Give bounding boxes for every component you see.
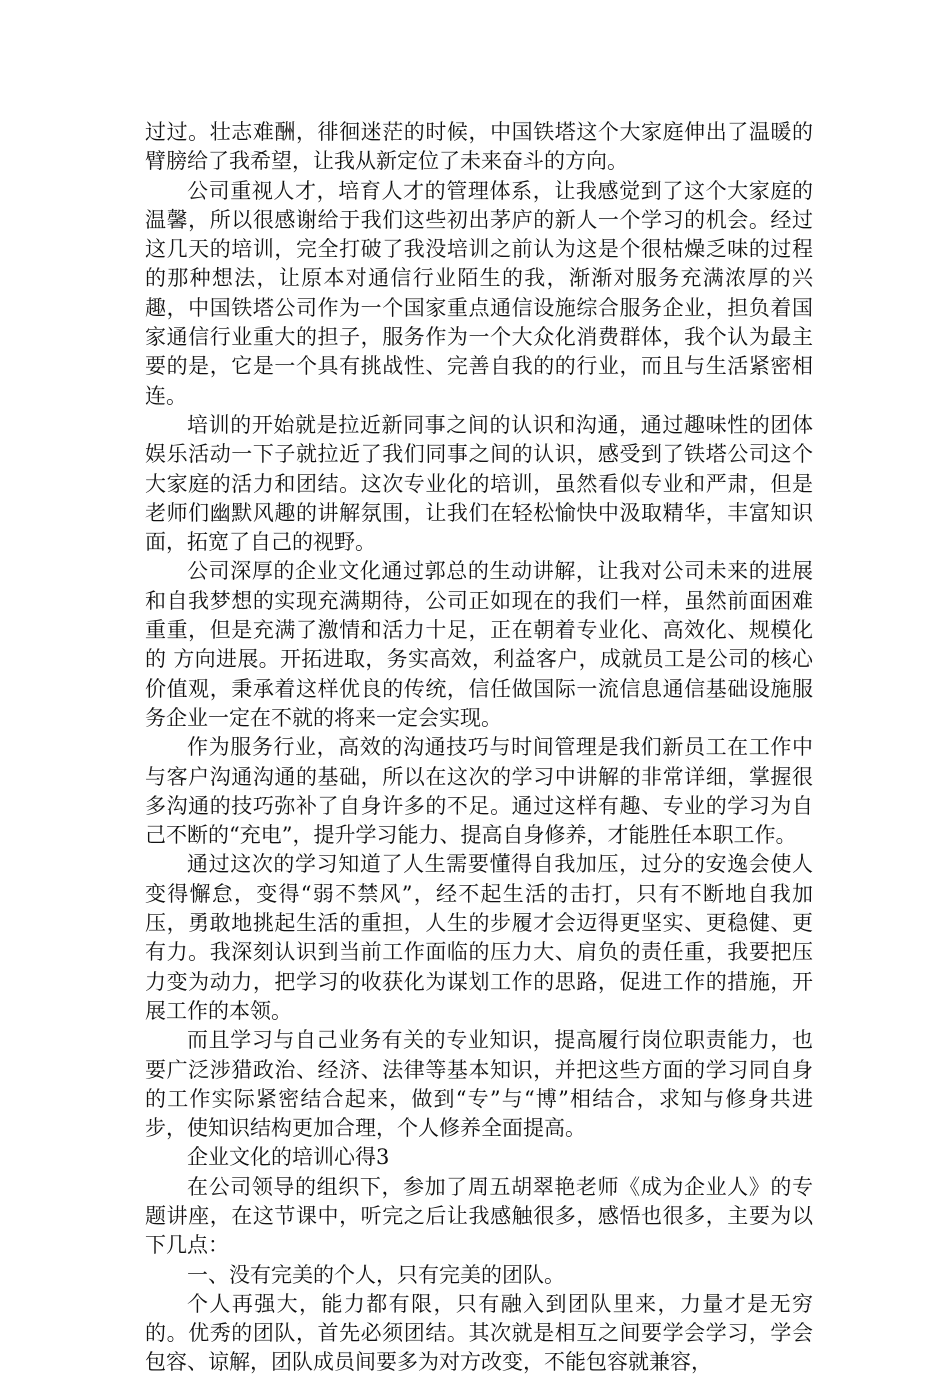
paragraph: 公司深厚的企业文化通过郭总的生动讲解，让我对公司未来的进展和自我梦想的实现充满期待，公司正如现在的我们一样，虽然前面困难重重，但是充满了激情和活力十足，正在朝着专业化、高效化、规模化的 方向进展。开拓进取，务实高效，利益客户，成就员工是公司的核心价值观，秉承着这样优良的传统，信任做国际一流信息通信基础设施服务企业一定在不就的将来一定会实现。 [145,559,813,730]
section-heading: 企业文化的培训心得3 [187,1145,390,1170]
paragraph: 过过。壮志难酬，徘徊迷茫的时候，中国铁塔这个大家庭伸出了温暖的臂膀给了我希望，让我从新定位了未来奋斗的方向。 [145,120,813,174]
document-page [145,118,813,1378]
paragraph: 作为服务行业，高效的沟通技巧与时间管理是我们新员工在工作中与客户沟通沟通的基础，所以在这次的学习中讲解的非常详细，掌握很多沟通的技巧弥补了自身许多的不足。通过这样有趣、专业的学习为自己不断的“充电”，提升学习能力、提高自身修养，才能胜任本职工作。 [145,735,813,848]
paragraph: 培训的开始就是拉近新同事之间的认识和沟通，通过趣味性的团体娱乐活动一下子就拉近了我们同事之间的认识，感受到了铁塔公司这个大家庭的活力和团结。这次专业化的培训，虽然看似专业和严肃，但是老师们幽默风趣的讲解氛围，让我们在轻松愉快中汲取精华，丰富知识面，拓宽了自己的视野。 [145,412,813,555]
list-heading: 一、没有完美的个人，只有完美的团队。 [187,1262,565,1287]
paragraph: 通过这次的学习知道了人生需要懂得自我加压，过分的安逸会使人变得懈怠，变得“弱不禁风”，经不起生活的击打，只有不断地自我加压，勇敢地挑起生活的重担，人生的步履才会迈得更坚实、更稳健、更有力。我深刻认识到当前工作面临的压力大、肩负的责任重，我要把压力变为动力，把学习的收获化为谋划工作的思路，促进工作的措施，开展工作的本领。 [145,852,813,1023]
paragraph: 个人再强大，能力都有限，只有融入到团队里来，力量才是无穷的。优秀的团队，首先必须团结。其次就是相互之间要学会学习，学会包容、谅解，团队成员间要多为对方改变，不能包容就兼容， [145,1291,813,1375]
paragraph: 在公司领导的组织下，参加了周五胡翠艳老师《成为企业人》的专题讲座，在这节课中，听完之后让我感触很多，感悟也很多，主要为以下几点： [145,1174,813,1258]
paragraph: 公司重视人才，培育人才的管理体系，让我感觉到了这个大家庭的温馨，所以很感谢给于我们这些初出茅庐的新人一个学习的机会。经过这几天的培训，完全打破了我没培训之前认为这是个很枯燥乏味的过程的那种想法，让原本对通信行业陌生的我，渐渐对服务充满浓厚的兴趣，中国铁塔公司作为一个国家重点通信设施综合服务企业，担负着国家通信行业重大的担子，服务作为一个大众化消费群体，我个认为最主要的是，它是一个具有挑战性、完善自我的的行业，而且与生活紧密相连。 [145,178,813,408]
paragraph: 而且学习与自己业务有关的专业知识，提高履行岗位职责能力，也要广泛涉猎政治、经济、法律等基本知识，并把这些方面的学习同自身的工作实际紧密结合起来，做到“专”与“博”相结合，求知与修身共进步，使知识结构更加合理，个人修养全面提高。 [145,1028,813,1141]
